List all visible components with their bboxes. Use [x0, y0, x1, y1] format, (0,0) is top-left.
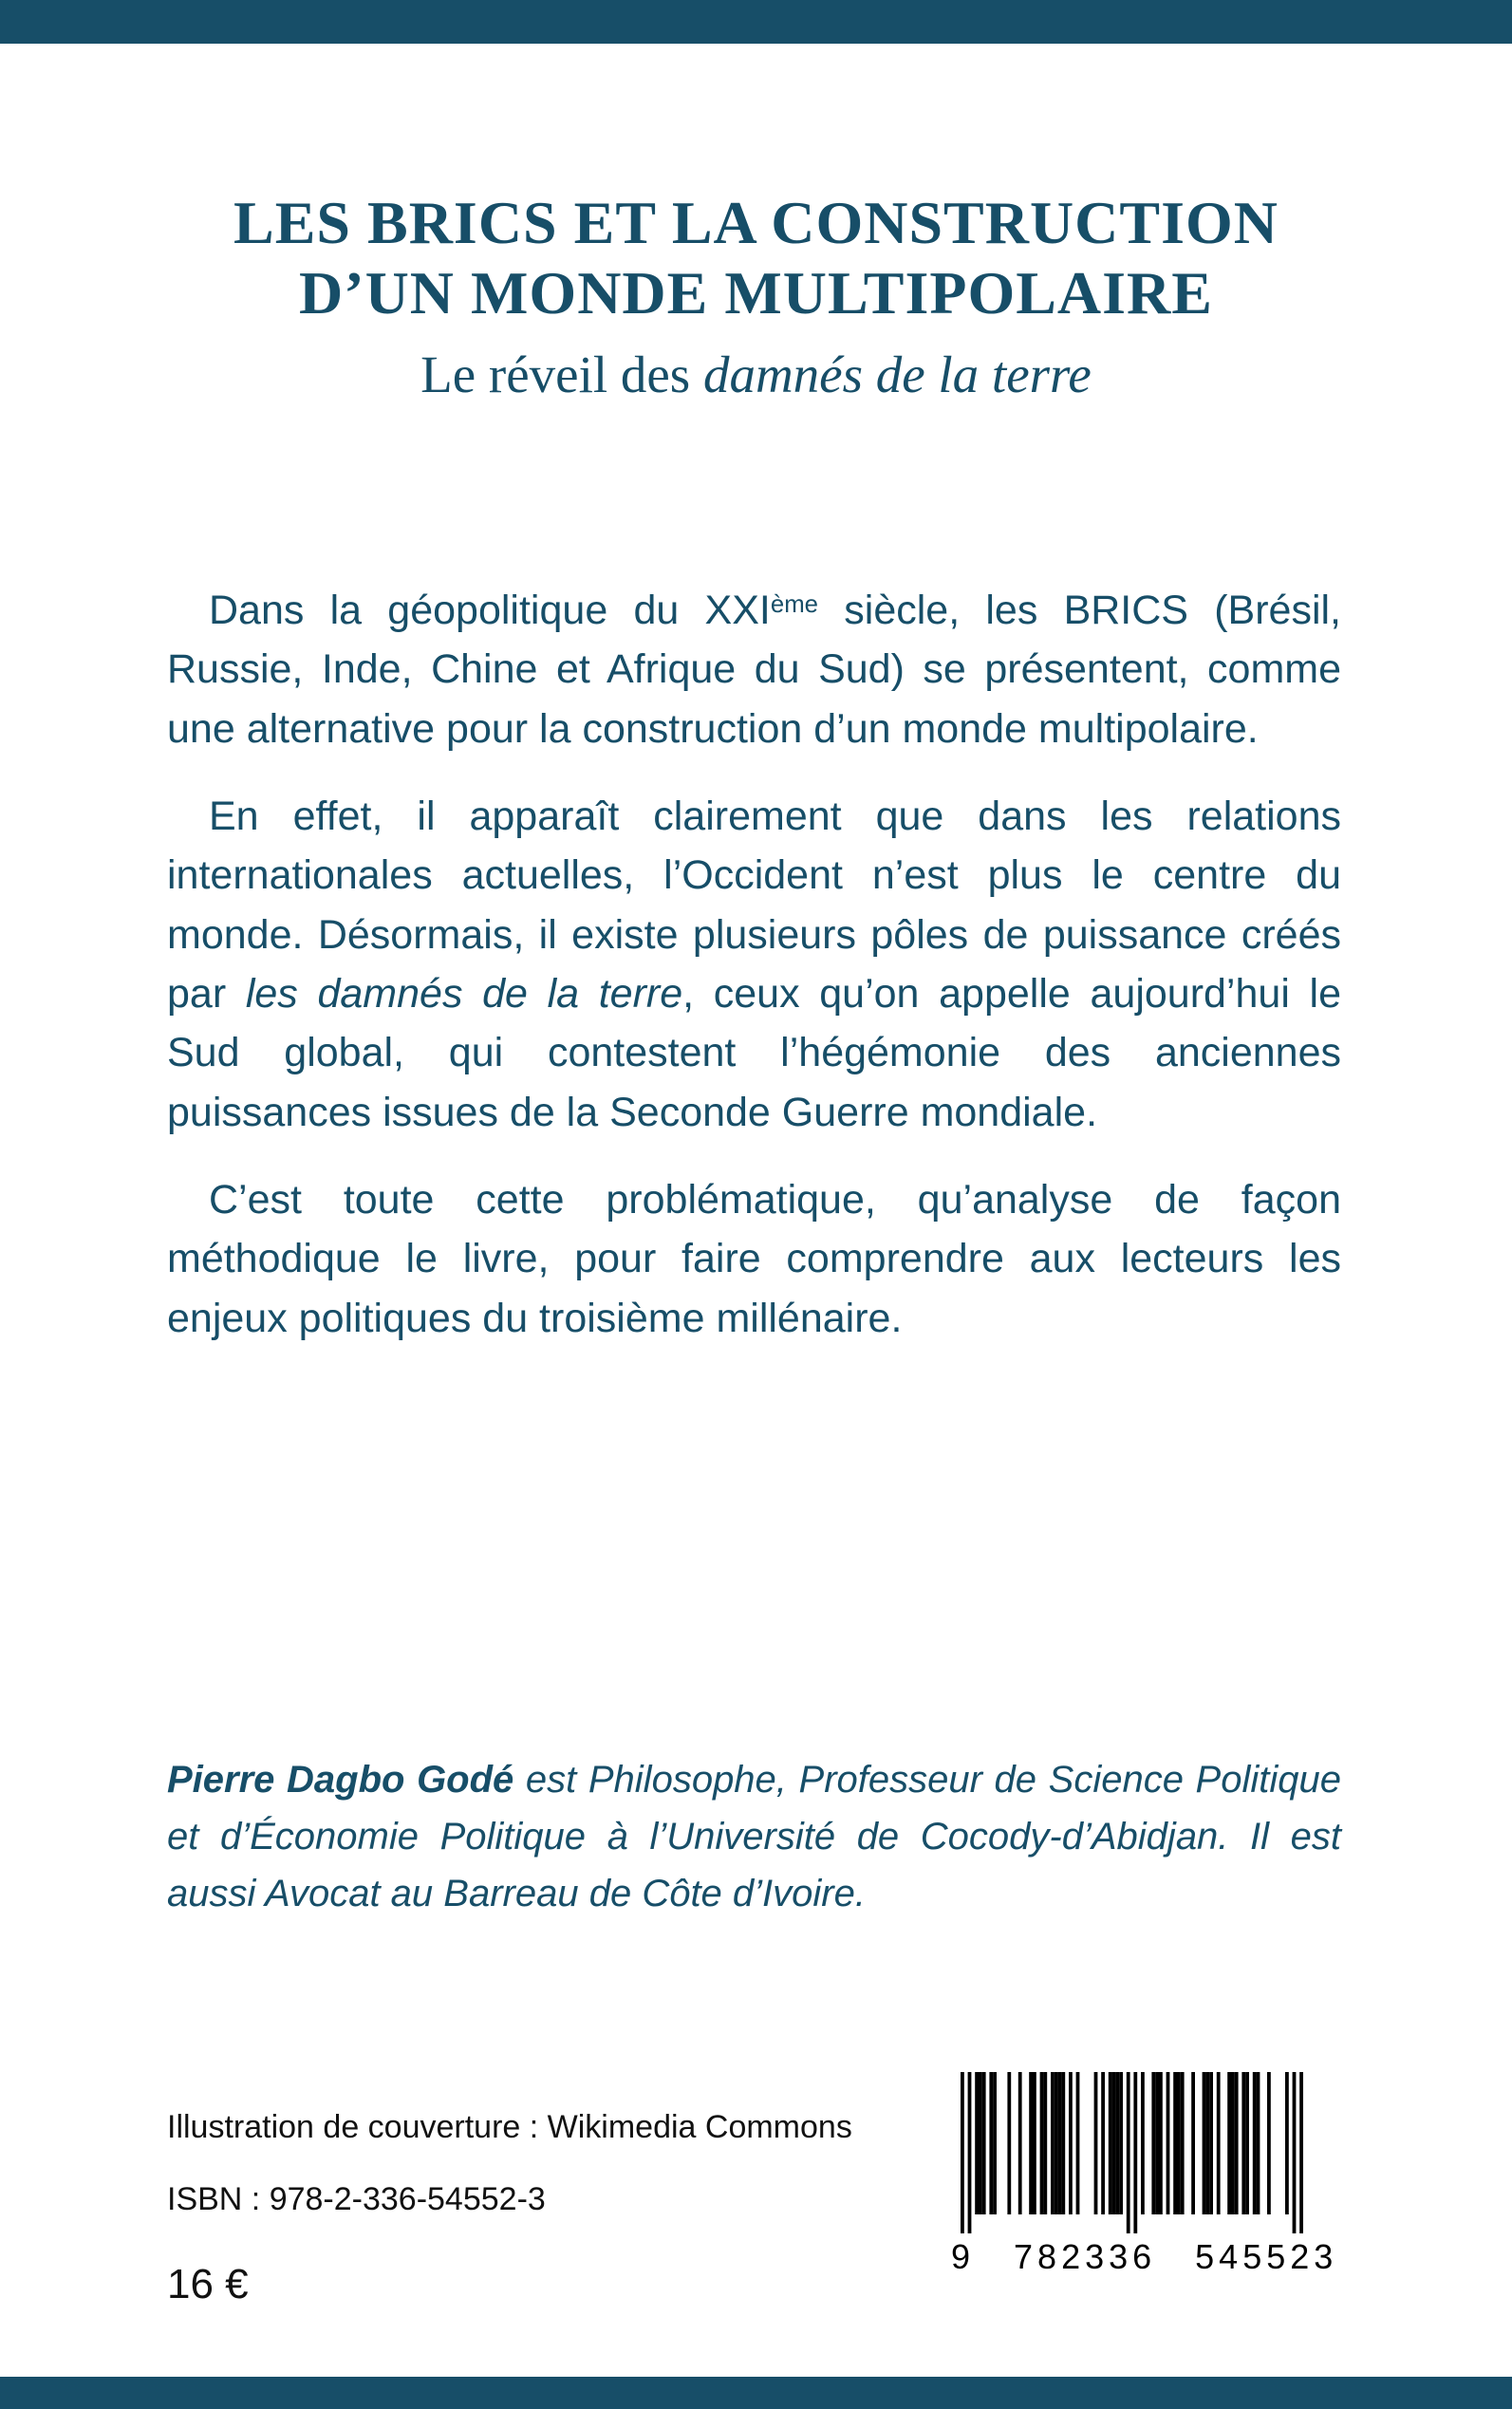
book-title-line2: D’UN MONDE MULTIPOLAIRE: [299, 259, 1213, 327]
p1-superscript: ème: [770, 591, 819, 619]
synopsis-paragraph-2: [167, 787, 1341, 1142]
barcode-bars: [961, 2072, 1303, 2233]
isbn-text: ISBN : 978-2-336-54552-3: [167, 2181, 546, 2217]
cover-credit: Illustration de couverture : Wikimedia Commons: [167, 2109, 852, 2145]
barcode: [951, 2072, 1338, 2277]
author-name: Pierre Dagbo Godé: [167, 1759, 514, 1801]
synopsis-paragraph-3: C’est toute cette problématique, qu’analyse de façon méthodique le livre, pour faire comprendre aux lecteurs les enjeux politiques du troisième millénaire.: [167, 1177, 1341, 1341]
synopsis: [167, 581, 1341, 1376]
p2-post: , ceux qu’on appelle aujourd’hui le Sud global, qui contestent l’hégémonie des anciennes puissances issues de la Seconde Guerre mondiale.: [167, 971, 1341, 1135]
book-title: [0, 188, 1512, 328]
bottom-accent-bar: [0, 2377, 1512, 2409]
title-block: [0, 188, 1512, 406]
author-bio: [167, 1751, 1341, 1922]
price-text: 16 €: [167, 2261, 249, 2307]
top-accent-bar: [0, 0, 1512, 44]
author-bio-text: est Philosophe, Professeur de Science Politique et d’Économie Politique à l’Université de Cocody-d’Abidjan. Il est aussi Avocat au Barreau de Côte d’Ivoire.: [167, 1759, 1341, 1914]
p2-pre: En effet, il apparaît clairement que dans les relations internationales actuelles, l’Occident n’est plus le centre du monde. Désormais, il existe plusieurs pôles de puissance créés par: [167, 794, 1341, 1018]
subtitle-prefix: Le réveil des: [420, 345, 703, 404]
subtitle-italic: damnés de la terre: [702, 345, 1092, 404]
book-subtitle: [0, 344, 1512, 406]
p1-post: siècle, les BRICS (Brésil, Russie, Inde, Chine et Afrique du Sud) se présentent, comme une alternative pour la construction d’un monde multipolaire.: [167, 588, 1342, 752]
synopsis-paragraph-1: [167, 581, 1341, 758]
barcode-digits: 9 782336 545523: [951, 2237, 1338, 2276]
book-title-line1: LES BRICS ET LA CONSTRUCTION: [233, 189, 1279, 256]
p1-pre: Dans la géopolitique du XXI: [209, 588, 771, 633]
p2-italic: les damnés de la terre: [245, 971, 683, 1018]
